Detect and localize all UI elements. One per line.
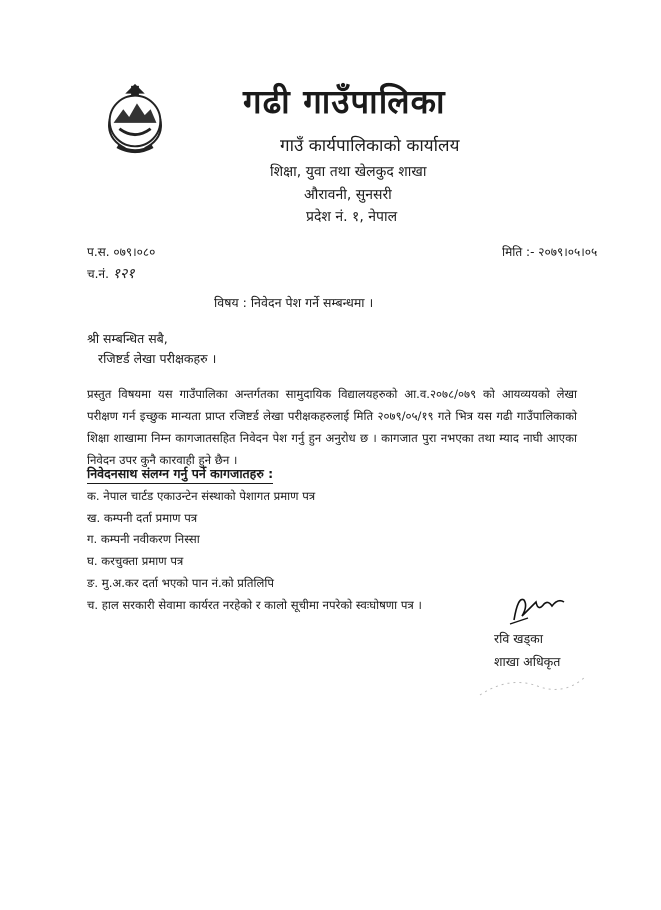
list-item: च. हाल सरकारी सेवामा कार्यरत नरहेको र कालो सूचीमा नपरेको स्वःघोषणा पत्र । <box>87 597 422 612</box>
attachments-list <box>87 486 422 616</box>
branch-name: शिक्षा, युवा तथा खेलकुद शाखा <box>270 164 427 180</box>
letter-date: मिति :- २०७९।०५।०५ <box>502 245 598 259</box>
government-emblem-icon <box>96 80 174 158</box>
dispatch-number <box>87 264 135 283</box>
office-subtitle: गाउँ कार्यपालिकाको कार्यालय <box>280 136 460 156</box>
letter-body: प्रस्तुत विषयमा यस गाउँपालिका अन्तर्गतका सामुदायिक विद्यालयहरुको आ.व.२०७८/०७९ को आयव्ययको लेखा परीक्षण गर्न इच्छुक मान्यता प्राप्त रजिष्टर्ड लेखा परीक्षकहरुलाई मिति २०७९/०५/१९ गते भित्र यस गढी गाउँपालिकाको शिक्षा शाखामा निम्न कागजातसहित निवेदन पेश गर्नु हुन अनुरोध छ । कागजात पुरा नभएका तथा म्याद नाघी आएका निवेदन उपर कुनै कारवाही हुने छैन । <box>87 387 577 467</box>
attachments-heading: निवेदनसाथ संलग्न गर्नु पर्ने कागजातहरु : <box>87 465 273 484</box>
faded-stamp <box>470 665 590 705</box>
signatory-post: शाखा अधिकृत <box>494 654 561 669</box>
signatory-name: रवि खड्का <box>494 631 544 646</box>
handwritten-signature <box>508 590 570 626</box>
addressee-line-2: रजिष्टर्ड लेखा परीक्षकहरु । <box>98 351 217 366</box>
province-line: प्रदेश नं. १, नेपाल <box>306 209 398 225</box>
dispatch-value: १२१ <box>112 266 135 282</box>
office-title: गढी गाउँपालिका <box>243 82 446 121</box>
addressee-line-1: श्री सम्बन्धित सबै, <box>87 331 168 346</box>
list-item: घ. करचुक्ता प्रमाण पत्र <box>87 554 184 569</box>
list-item: ख. कम्पनी दर्ता प्रमाण पत्र <box>87 510 198 525</box>
list-item: ग. कम्पनी नवीकरण निस्सा <box>87 532 200 547</box>
letter-number: प.स. ०७९।०८० <box>87 245 156 259</box>
office-location: औरावनी, सुनसरी <box>304 187 392 203</box>
list-item: क. नेपाल चार्टड एकाउन्टेन संस्थाको पेशागत प्रमाण पत्र <box>87 489 316 503</box>
dispatch-label: च.नं. <box>87 267 109 281</box>
letter-subject: विषय : निवेदन पेश गर्ने सम्बन्धमा । <box>214 295 374 310</box>
list-item: ङ. मु.अ.कर दर्ता भएको पान नं.को प्रतिलिपि <box>87 575 274 590</box>
